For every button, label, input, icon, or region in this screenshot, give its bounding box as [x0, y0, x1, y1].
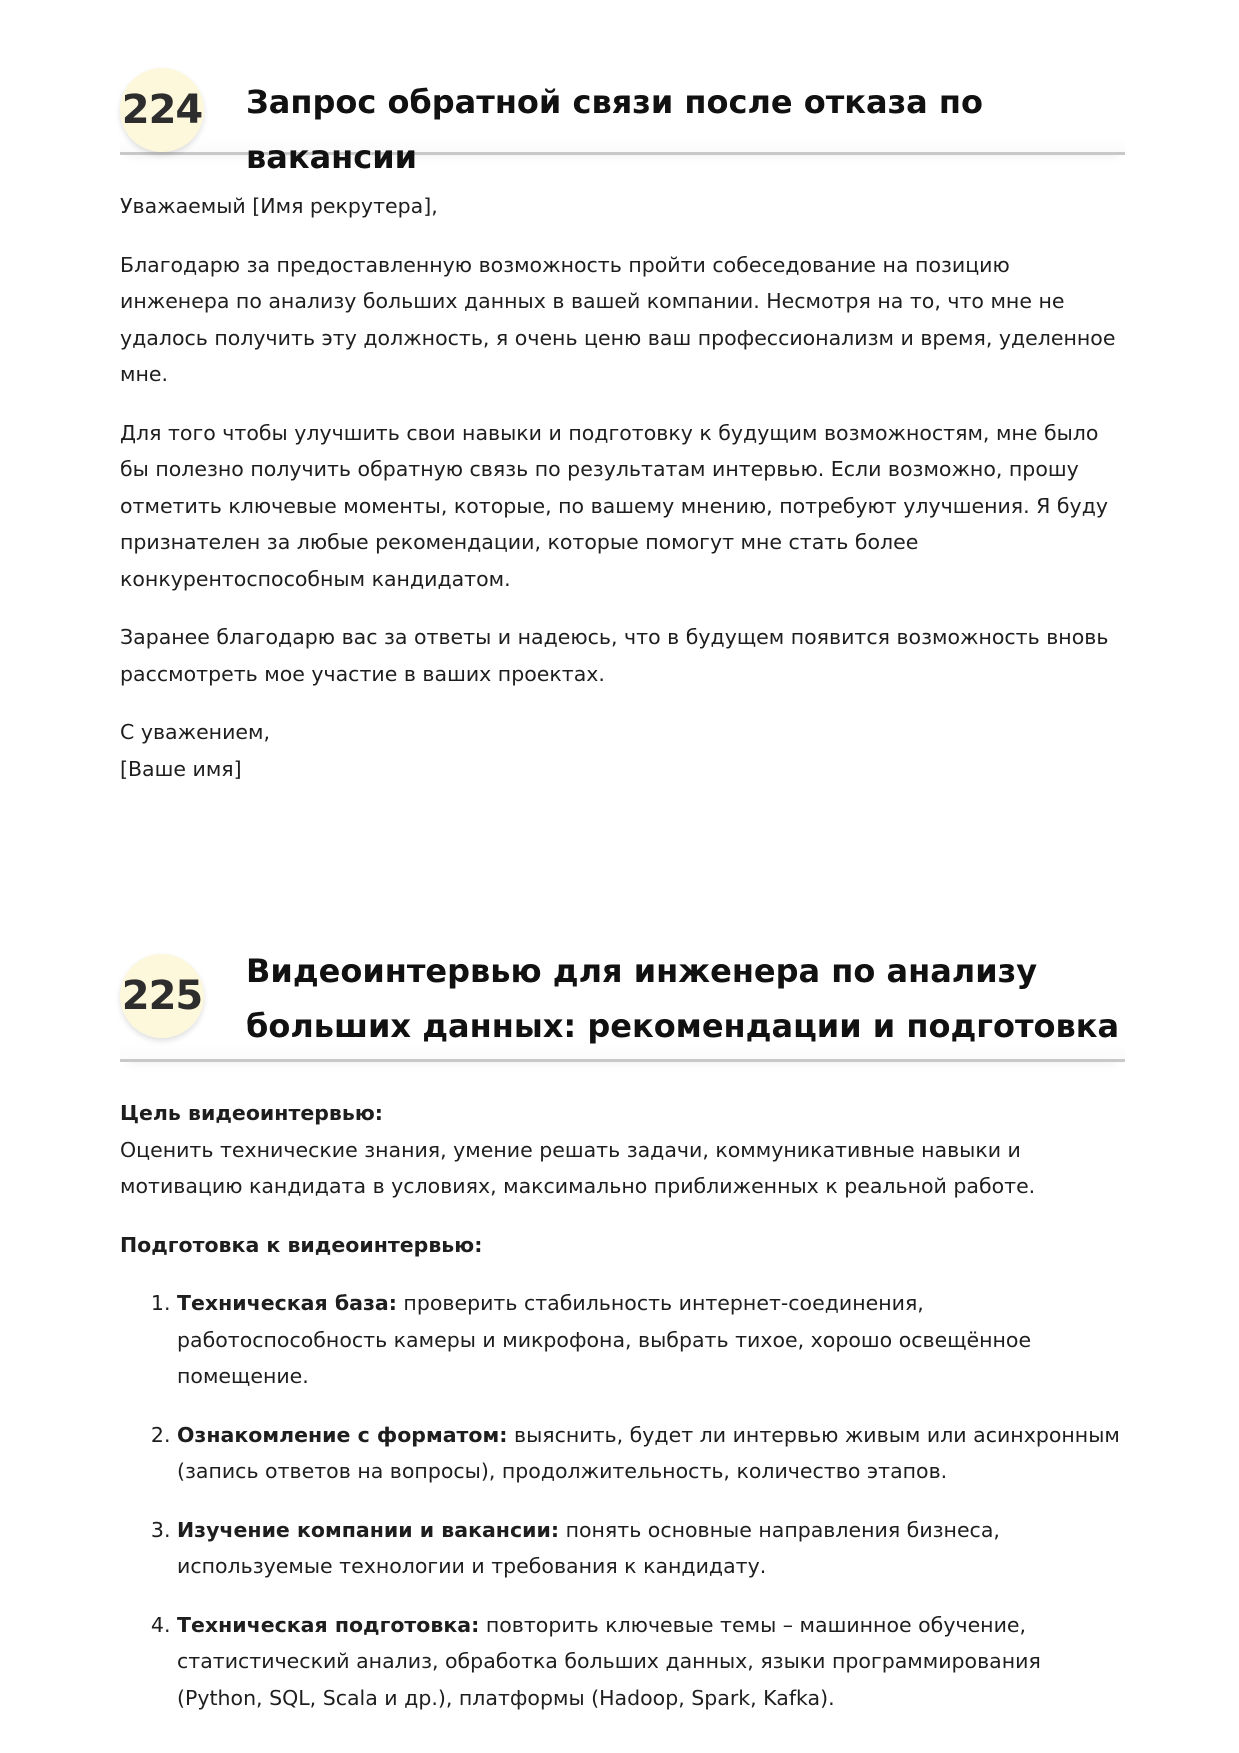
prep-label: Подготовка к видеоинтервью: [120, 1232, 483, 1257]
letter-signature: [Ваше имя] [120, 756, 242, 781]
section-title: Запрос обратной связи после отказа по вакансии [246, 83, 983, 176]
letter-paragraph: Благодарю за предоставленную возможность пройти собеседование на позицию инженера по анализу больших данных в вашей компании. Несмотря на то, что мне не удалось получить эту должность, я очень ценю ваш профессионализм и время, уделенное мне. [120, 252, 1116, 386]
section-header-224 [120, 52, 1125, 176]
list-item [177, 1607, 1125, 1717]
letter-greeting: Уважаемый [Имя рекрутера], [120, 194, 438, 218]
list-item [177, 1512, 1125, 1585]
section-number-badge: 224 [120, 68, 204, 152]
letter-closing-block [120, 714, 1125, 787]
list-item-text: проверить стабильность интернет-соединения, работоспособность камеры и микрофона, выбрать тихое, хорошо освещённое помещение. [177, 1291, 1032, 1388]
list-item-text: повторить ключевые темы – машинное обучение, статистический анализ, обработка больших данных, языки программирования (Python, SQL, Scala и др.), платформы (Hadoop, Spark, Kafka). [177, 1612, 1041, 1710]
list-item-term: Техническая подготовка: [177, 1612, 480, 1637]
prep-list [120, 1285, 1125, 1716]
section-body [120, 1095, 1125, 1716]
section-title-line: Видеоинтервью для инженера по анализу [246, 952, 1038, 990]
list-item-term: Ознакомление с форматом: [177, 1422, 508, 1447]
letter-paragraph: Заранее благодарю вас за ответы и надеюсь, что в будущем появится возможность вновь рассмотреть мое участие в ваших проектах. [120, 625, 1109, 686]
goal-text: Оценить технические знания, умение решать задачи, коммуникативные навыки и мотивацию кандидата в условиях, максимально приближенных к реальной работе. [120, 1137, 1036, 1198]
section-title-line: больших данных: рекомендации и подготовка [246, 1007, 1120, 1045]
goal-label: Цель видеоинтервью: [120, 1101, 383, 1125]
list-item-text: выяснить, будет ли интервью живым или асинхронным (запись ответов на вопросы), продолжительность, количество этапов. [177, 1422, 1120, 1483]
letter-closing: С уважением, [120, 720, 271, 744]
list-item-term: Техническая база: [177, 1291, 397, 1315]
section-number-badge: 225 [120, 954, 204, 1038]
section-title [120, 944, 1125, 1054]
list-item-term: Изучение компании и вакансии: [177, 1517, 560, 1542]
list-item [177, 1417, 1125, 1490]
letter-paragraph: Для того чтобы улучшить свои навыки и подготовку к будущим возможностям, мне было бы полезно получить обратную связь по результатам интервью. Если возможно, прошу отметить ключевые моменты, которые, по вашему мнению, потребуют улучшения. Я буду признателен за любые рекомендации, которые помогут мне стать более конкурентоспособным кандидатом. [120, 420, 1108, 591]
list-item-text: понять основные направления бизнеса, используемые технологии и требования к кандидату. [177, 1517, 1000, 1578]
list-item [177, 1285, 1125, 1395]
goal-block [120, 1095, 1125, 1205]
document-page [120, 0, 1125, 1738]
section-header-225 [120, 944, 1125, 1062]
letter-body [120, 188, 1125, 787]
